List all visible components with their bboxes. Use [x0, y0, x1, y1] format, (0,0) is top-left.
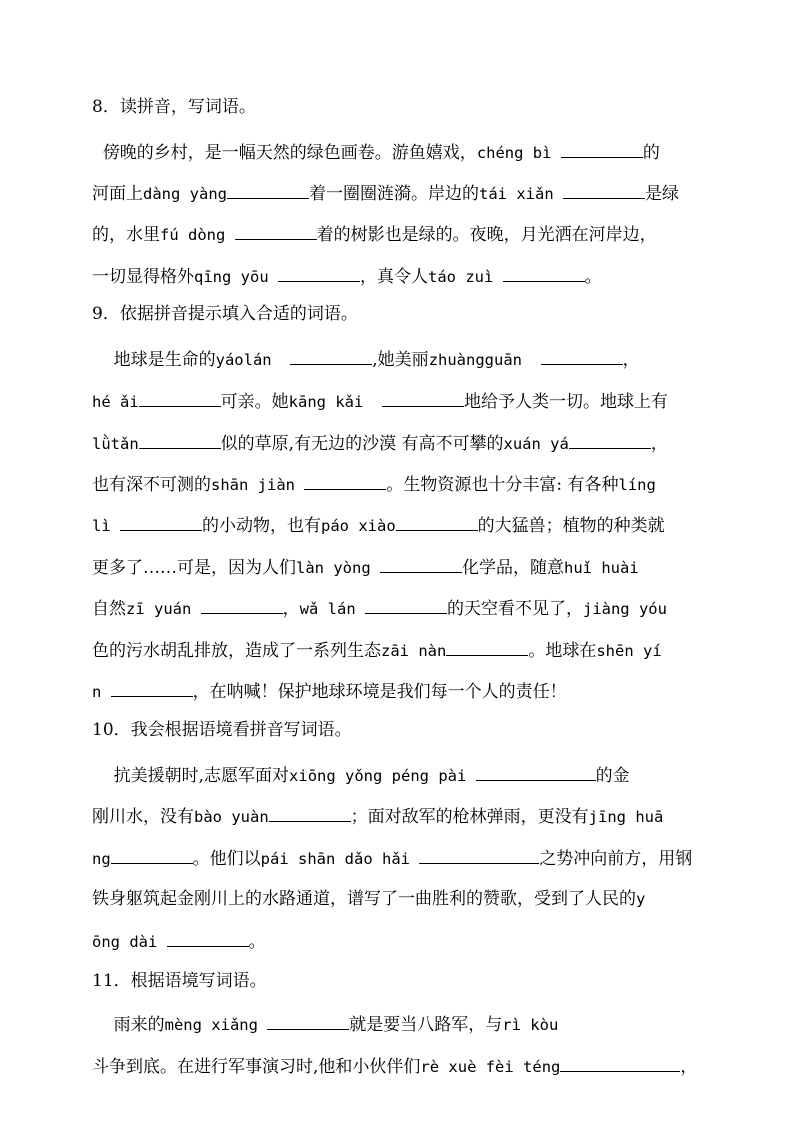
- pinyin-prompt: rè xuè fèi téng: [420, 1058, 561, 1076]
- sentence-text: 也有深不可测的: [92, 475, 211, 495]
- answer-blank[interactable]: [560, 1054, 680, 1072]
- sentence-text: 。: [584, 267, 602, 287]
- sentence-text: 就是要当八路军，与: [349, 1015, 503, 1035]
- pinyin-prompt: xuán yá: [503, 435, 569, 453]
- question-title: 9．依据拼音提示填入合适的词语。: [92, 304, 358, 324]
- text-line: [92, 638, 662, 662]
- answer-blank[interactable]: [227, 181, 309, 199]
- pinyin-prompt: táo zuì: [428, 268, 503, 286]
- text-line: [92, 431, 668, 455]
- sentence-text: 的: [642, 143, 660, 163]
- answer-blank[interactable]: [111, 846, 193, 864]
- sentence-text: ，: [622, 350, 640, 370]
- answer-blank[interactable]: [382, 389, 464, 407]
- answer-blank[interactable]: [139, 431, 221, 449]
- pinyin-prompt: wǎ lán: [299, 600, 365, 618]
- text-line: [92, 888, 645, 910]
- answer-blank[interactable]: [278, 264, 360, 282]
- pinyin-prompt: yáolán: [215, 351, 291, 369]
- sentence-text: 地球是生命的: [92, 350, 216, 370]
- answer-blank[interactable]: [563, 181, 645, 199]
- pinyin-prompt: zhuàngguān: [428, 351, 541, 369]
- answer-blank[interactable]: [396, 513, 478, 531]
- sentence-text: 雨来的: [92, 1015, 165, 1035]
- text-line: [92, 472, 656, 496]
- pinyin-prompt: shān jiàn: [211, 476, 305, 494]
- sentence-text: 傍晚的乡村，是一幅天然的绿色画卷。游鱼嬉戏，: [92, 143, 477, 163]
- pinyin-prompt: pái shān dǎo hǎi: [260, 850, 420, 868]
- sentence-text: 的，水里: [92, 225, 160, 245]
- answer-blank[interactable]: [120, 513, 202, 531]
- pinyin-prompt: mèng xiǎng: [164, 1016, 268, 1034]
- question-title: 11．根据语境写词语。: [92, 971, 267, 991]
- pinyin-prompt: hé ǎi: [92, 393, 139, 411]
- pinyin-prompt: fú dòng: [160, 226, 235, 244]
- text-line: [92, 389, 668, 413]
- answer-blank[interactable]: [365, 596, 447, 614]
- sentence-text: 更多了……可是，因为人们: [92, 558, 296, 578]
- text-line: [92, 140, 660, 164]
- sentence-text: 抗美援朝时,志愿军面对: [92, 766, 290, 786]
- sentence-text: ，: [680, 1057, 698, 1077]
- sentence-text: 刚川水，没有: [92, 807, 194, 827]
- pinyin-prompt: làn yòng: [296, 559, 380, 577]
- pinyin-prompt: páo xiào: [321, 517, 396, 535]
- text-line: [92, 181, 679, 205]
- pinyin-prompt: ng: [92, 850, 111, 868]
- text-line: [92, 1012, 558, 1036]
- answer-blank[interactable]: [419, 846, 539, 864]
- sentence-text: 似的草原,有无边的沙漠 有高不可攀的: [220, 434, 504, 454]
- sentence-text: 河面上: [92, 184, 143, 204]
- pinyin-prompt: ōng dài: [92, 933, 167, 951]
- answer-blank[interactable]: [503, 264, 585, 282]
- text-line: [92, 763, 630, 787]
- pinyin-prompt: shēn yí: [596, 642, 662, 660]
- sentence-text: 的金: [595, 766, 630, 786]
- sentence-text: 铁身躯筑起金刚川上的水路通道，谱写了一曲胜利的赞歌，受到了人民的: [92, 889, 636, 909]
- answer-blank[interactable]: [290, 347, 372, 365]
- answer-blank[interactable]: [235, 222, 317, 240]
- sentence-text: 斗争到底。在进行军事演习时,他和小伙伴们: [92, 1057, 421, 1077]
- sentence-text: 之势冲向前方，用钢: [539, 849, 693, 869]
- answer-blank[interactable]: [139, 389, 221, 407]
- sentence-text: 着一圈圈涟漪。岸边的: [309, 184, 479, 204]
- answer-blank[interactable]: [167, 929, 249, 947]
- pinyin-prompt: rì kòu: [502, 1016, 559, 1034]
- pinyin-prompt: n: [92, 683, 111, 701]
- sentence-text: 。生物资源也十分丰富: 有各种: [386, 475, 619, 495]
- sentence-text: ,她美丽: [372, 350, 429, 370]
- answer-blank[interactable]: [380, 555, 462, 573]
- sentence-text: 着的树影也是绿的。夜晚，月光洒在河岸边，: [316, 225, 657, 245]
- pinyin-prompt: y: [636, 890, 646, 908]
- pinyin-prompt: jīng huā: [588, 808, 664, 826]
- pinyin-prompt: bào yuàn: [194, 808, 269, 826]
- pinyin-prompt: lì: [92, 517, 120, 535]
- text-line: [92, 513, 665, 537]
- pinyin-prompt: xiōng yǒng péng pài: [289, 767, 476, 785]
- answer-blank[interactable]: [111, 679, 193, 697]
- pinyin-prompt: qīng yōu: [194, 268, 278, 286]
- answer-blank[interactable]: [267, 1012, 349, 1030]
- text-line: [92, 929, 266, 953]
- sentence-text: 的天空看不见了，: [446, 599, 583, 619]
- pinyin-prompt: lǜtǎn: [92, 435, 139, 453]
- text-line: [92, 222, 657, 246]
- sentence-text: ，在呐喊！保护地球环境是我们每一个人的责任！: [192, 682, 567, 702]
- answer-blank[interactable]: [541, 347, 623, 365]
- sentence-text: 地给予人类一切。地球上有: [464, 392, 668, 412]
- question-title: 8．读拼音，写词语。: [92, 97, 256, 117]
- text-line: [92, 596, 667, 620]
- sentence-text: 化学品，随意: [462, 558, 564, 578]
- text-line: [92, 347, 640, 371]
- text-line: [92, 1054, 697, 1078]
- pinyin-prompt: jiàng yóu: [582, 600, 667, 618]
- pinyin-prompt: zāi nàn: [381, 642, 447, 660]
- sentence-text: ，: [650, 434, 668, 454]
- answer-blank[interactable]: [569, 431, 651, 449]
- answer-blank[interactable]: [269, 804, 351, 822]
- sentence-text: 。地球在: [528, 641, 597, 661]
- sentence-text: 的小动物，也有: [202, 516, 321, 536]
- pinyin-prompt: zī yuán: [126, 600, 201, 618]
- pinyin-prompt: chéng bì: [476, 144, 561, 162]
- sentence-text: 。: [248, 932, 266, 952]
- answer-blank[interactable]: [561, 140, 643, 158]
- question-title: 10．我会根据语境看拼音写词语。: [92, 720, 352, 740]
- answer-blank[interactable]: [446, 638, 528, 656]
- text-line: [92, 264, 602, 288]
- sentence-text: ；面对敌军的枪林弹雨，更没有: [350, 807, 589, 827]
- text-line: [92, 846, 692, 870]
- sentence-text: 的大猛兽；植物的种类就: [477, 516, 665, 536]
- text-line: [92, 555, 639, 579]
- pinyin-prompt: líng: [618, 476, 656, 494]
- pinyin-prompt: huǐ huài: [564, 559, 639, 577]
- sentence-text: 色的污水胡乱排放，造成了一系列生态: [92, 641, 381, 661]
- sentence-text: ，真令人: [360, 267, 428, 287]
- answer-blank[interactable]: [304, 472, 386, 490]
- text-line: [92, 804, 663, 828]
- sentence-text: 自然: [92, 599, 126, 619]
- pinyin-prompt: tái xiǎn: [479, 185, 563, 203]
- sentence-text: ，: [282, 599, 300, 619]
- pinyin-prompt: dàng yàng: [143, 185, 227, 203]
- sentence-text: 是绿: [645, 184, 679, 204]
- answer-blank[interactable]: [201, 596, 283, 614]
- sentence-text: 。他们以: [192, 849, 261, 869]
- pinyin-prompt: kāng kǎi: [288, 393, 382, 411]
- answer-blank[interactable]: [476, 763, 596, 781]
- text-line: [92, 679, 567, 703]
- sentence-text: 可亲。她: [220, 392, 289, 412]
- sentence-text: 一切显得格外: [92, 267, 194, 287]
